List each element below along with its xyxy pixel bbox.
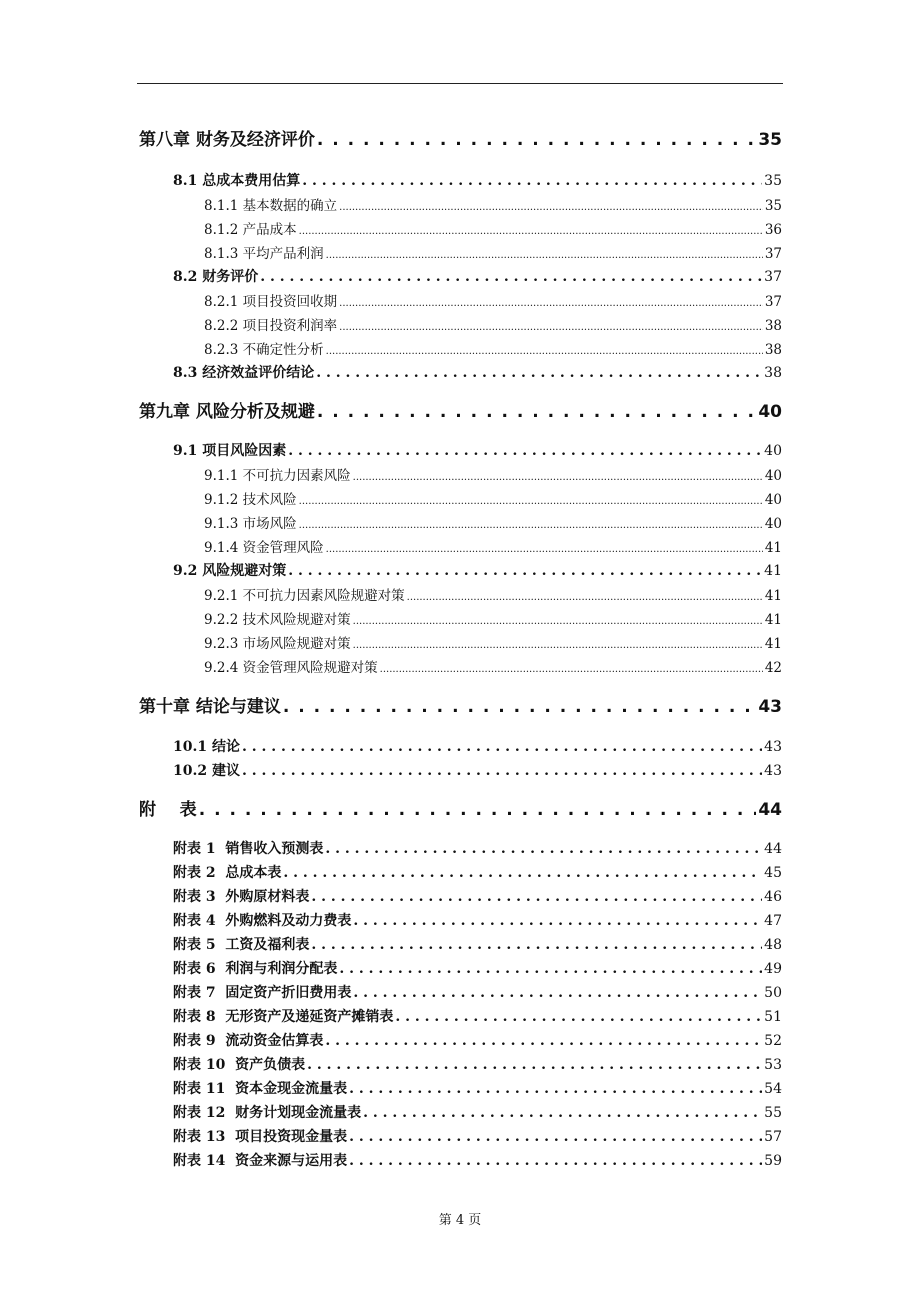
toc-entry-label: 附表 3 外购原材料表 (173, 889, 310, 905)
toc-leader (349, 1129, 762, 1145)
toc-chapter-appendix[interactable] (139, 795, 782, 820)
toc-entry-label: 8.1.1 基本数据的确立 (204, 198, 338, 214)
toc-chapter-9[interactable] (139, 397, 782, 422)
toc-entry-label: 8.2.2 项目投资利润率 (204, 318, 338, 334)
toc-entry-label: 附表 1 销售收入预测表 (173, 841, 324, 857)
toc-leader (260, 269, 762, 285)
toc-section-9-2[interactable] (173, 560, 782, 580)
toc-leader (316, 365, 762, 381)
toc-leader (311, 937, 762, 953)
toc-entry-label: 9.2 风险规避对策 (173, 563, 287, 579)
toc-page-number: 55 (764, 1105, 782, 1121)
toc-appendix-5[interactable] (173, 934, 782, 954)
toc-leader (326, 544, 763, 555)
toc-leader (302, 173, 762, 189)
toc-appendix-3[interactable] (173, 886, 782, 906)
toc-entry-label: 9.2.3 市场风险规避对策 (204, 636, 351, 652)
toc-subsection-9-2-2[interactable] (204, 608, 782, 628)
toc-appendix-6[interactable] (173, 958, 782, 978)
toc-page-number: 54 (764, 1081, 782, 1097)
toc-page-number: 44 (764, 841, 782, 857)
toc-entry-label: 附表 9 流动资金估算表 (173, 1033, 324, 1049)
toc-subsection-9-1-4[interactable] (204, 536, 782, 556)
toc-entry-label: 10.1 结论 (173, 739, 240, 755)
toc-page-number: 38 (764, 365, 782, 381)
toc-leader (353, 616, 763, 627)
toc-appendix-11[interactable] (173, 1078, 782, 1098)
toc-leader (349, 1153, 762, 1169)
toc-appendix-14[interactable] (173, 1150, 782, 1170)
toc-page-number: 38 (764, 318, 782, 334)
toc-page-number: 41 (764, 540, 782, 556)
toc-appendix-12[interactable] (173, 1102, 782, 1122)
toc-page-number: 49 (764, 961, 782, 977)
toc-leader (317, 402, 756, 422)
toc-leader (283, 697, 756, 717)
toc-leader (288, 563, 762, 579)
toc-entry-label: 9.1.4 资金管理风险 (204, 540, 324, 556)
toc-page-number: 35 (764, 173, 782, 189)
toc-entry-label: 第九章 风险分析及规避 (139, 402, 315, 422)
toc-leader (353, 472, 763, 483)
toc-leader (339, 298, 763, 309)
toc-leader (283, 865, 762, 881)
toc-page-number: 35 (758, 130, 782, 150)
toc-page-number: 53 (764, 1057, 782, 1073)
toc-leader (339, 322, 763, 333)
toc-leader (353, 640, 763, 651)
toc-subsection-9-1-1[interactable] (204, 464, 782, 484)
toc-page-number: 37 (764, 294, 782, 310)
toc-leader (299, 520, 763, 531)
toc-appendix-8[interactable] (173, 1006, 782, 1026)
toc-subsection-8-2-1[interactable] (204, 290, 782, 310)
toc-entry-label: 附表 7 固定资产折旧费用表 (173, 985, 352, 1001)
toc-subsection-9-1-3[interactable] (204, 512, 782, 532)
toc-section-10-1[interactable] (173, 736, 782, 756)
toc-entry-label: 8.2.1 项目投资回收期 (204, 294, 338, 310)
toc-page-number: 42 (764, 660, 782, 676)
toc-entry-label: 附表 4 外购燃料及动力费表 (173, 913, 352, 929)
toc-subsection-9-1-2[interactable] (204, 488, 782, 508)
toc-entry-label: 9.1.3 市场风险 (204, 516, 297, 532)
toc-entry-label: 9.1.1 不可抗力因素风险 (204, 468, 351, 484)
toc-leader (349, 1081, 762, 1097)
toc-leader (326, 250, 763, 261)
toc-leader (299, 496, 763, 507)
toc-leader (353, 985, 762, 1001)
toc-page-number: 51 (764, 1009, 782, 1025)
toc-appendix-1[interactable] (173, 838, 782, 858)
toc-leader (242, 739, 762, 755)
toc-appendix-2[interactable] (173, 862, 782, 882)
toc-entry-label: 10.2 建议 (173, 763, 240, 779)
toc-entry-label: 8.1.3 平均产品利润 (204, 246, 324, 262)
toc-subsection-9-2-4[interactable] (204, 656, 782, 676)
toc-entry-label: 9.1.2 技术风险 (204, 492, 297, 508)
toc-entry-label: 8.3 经济效益评价结论 (173, 365, 315, 381)
toc-page-number: 43 (764, 763, 782, 779)
toc-chapter-8[interactable] (139, 125, 782, 150)
toc-page-number: 37 (764, 269, 782, 285)
toc-entry-label: 附表 2 总成本表 (173, 865, 282, 881)
toc-leader (311, 889, 762, 905)
toc-leader (363, 1105, 762, 1121)
toc-page-number: 40 (758, 402, 782, 422)
toc-page-number: 40 (764, 516, 782, 532)
toc-page-number: 52 (764, 1033, 782, 1049)
toc-leader (317, 130, 756, 150)
toc-entry-label: 附表 12 财务计划现金流量表 (173, 1105, 362, 1121)
toc-page-number: 43 (764, 739, 782, 755)
toc-page-number: 40 (764, 443, 782, 459)
toc-leader (380, 664, 763, 675)
toc-subsection-8-1-1[interactable] (204, 194, 782, 214)
toc-appendix-10[interactable] (173, 1054, 782, 1074)
toc-entry-label: 8.2.3 不确定性分析 (204, 342, 324, 358)
toc-leader (353, 913, 762, 929)
toc-leader (395, 1009, 762, 1025)
toc-section-8-1[interactable] (173, 170, 782, 190)
toc-leader (288, 443, 762, 459)
toc-entry-label: 附表 5 工资及福利表 (173, 937, 310, 953)
toc-page-number: 46 (764, 889, 782, 905)
toc-appendix-9[interactable] (173, 1030, 782, 1050)
toc-page-number: 38 (764, 342, 782, 358)
toc-page-number: 40 (764, 468, 782, 484)
toc-subsection-9-2-3[interactable] (204, 632, 782, 652)
toc-subsection-8-2-3[interactable] (204, 338, 782, 358)
toc-page-number: 48 (764, 937, 782, 953)
toc-subsection-8-2-2[interactable] (204, 314, 782, 334)
toc-page-number: 35 (764, 198, 782, 214)
toc-entry-label: 附表 11 资本金现金流量表 (173, 1081, 348, 1097)
toc-leader (339, 202, 763, 213)
toc-page-number: 50 (764, 985, 782, 1001)
toc-page-number: 37 (764, 246, 782, 262)
toc-entry-label: 附 表 (139, 800, 197, 820)
toc-section-10-2[interactable] (173, 760, 782, 780)
toc-entry-label: 8.1.2 产品成本 (204, 222, 297, 238)
toc-page-number: 57 (764, 1129, 782, 1145)
toc-subsection-8-1-2[interactable] (204, 218, 782, 238)
toc-page-number: 36 (764, 222, 782, 238)
toc-leader (326, 346, 763, 357)
toc-leader (325, 1033, 762, 1049)
toc-entry-label: 9.2.4 资金管理风险规避对策 (204, 660, 378, 676)
toc-entry-label: 附表 14 资金来源与运用表 (173, 1153, 348, 1169)
toc-page-number: 41 (764, 588, 782, 604)
toc-leader (407, 592, 763, 603)
page-footer: 第 4 页 (438, 1213, 482, 1228)
toc-section-9-1[interactable] (173, 440, 782, 460)
toc-page-number: 59 (764, 1153, 782, 1169)
toc-page-number: 44 (758, 800, 782, 820)
toc-entry-label: 附表 13 项目投资现金量表 (173, 1129, 348, 1145)
toc-entry-label: 第八章 财务及经济评价 (139, 130, 315, 150)
toc-entry-label: 9.1 项目风险因素 (173, 443, 287, 459)
toc-page-number: 41 (764, 612, 782, 628)
toc-section-8-2[interactable] (173, 266, 782, 286)
toc-entry-label: 9.2.1 不可抗力因素风险规避对策 (204, 588, 405, 604)
toc-appendix-4[interactable] (173, 910, 782, 930)
toc-entry-label: 9.2.2 技术风险规避对策 (204, 612, 351, 628)
toc-entry-label: 8.1 总成本费用估算 (173, 173, 301, 189)
toc-leader (299, 226, 763, 237)
toc-entry-label: 附表 10 资产负债表 (173, 1057, 306, 1073)
toc-section-8-3[interactable] (173, 362, 782, 382)
toc-leader (242, 763, 762, 779)
toc-subsection-9-2-1[interactable] (204, 584, 782, 604)
toc-entry-label: 第十章 结论与建议 (139, 697, 281, 717)
toc-leader (339, 961, 762, 977)
toc-page-number: 45 (764, 865, 782, 881)
toc-chapter-10[interactable] (139, 692, 782, 717)
toc-appendix-13[interactable] (173, 1126, 782, 1146)
toc-entry-label: 附表 8 无形资产及递延资产摊销表 (173, 1009, 394, 1025)
toc-appendix-7[interactable] (173, 982, 782, 1002)
toc-entry-label: 附表 6 利润与利润分配表 (173, 961, 338, 977)
toc-page-number: 41 (764, 636, 782, 652)
toc-leader (199, 800, 757, 820)
toc-page-number: 47 (764, 913, 782, 929)
toc-entry-label: 8.2 财务评价 (173, 269, 259, 285)
toc-page-number: 41 (764, 563, 782, 579)
toc-subsection-8-1-3[interactable] (204, 242, 782, 262)
toc-page-number: 43 (758, 697, 782, 717)
toc-leader (307, 1057, 762, 1073)
toc-leader (325, 841, 762, 857)
toc-page-number: 40 (764, 492, 782, 508)
